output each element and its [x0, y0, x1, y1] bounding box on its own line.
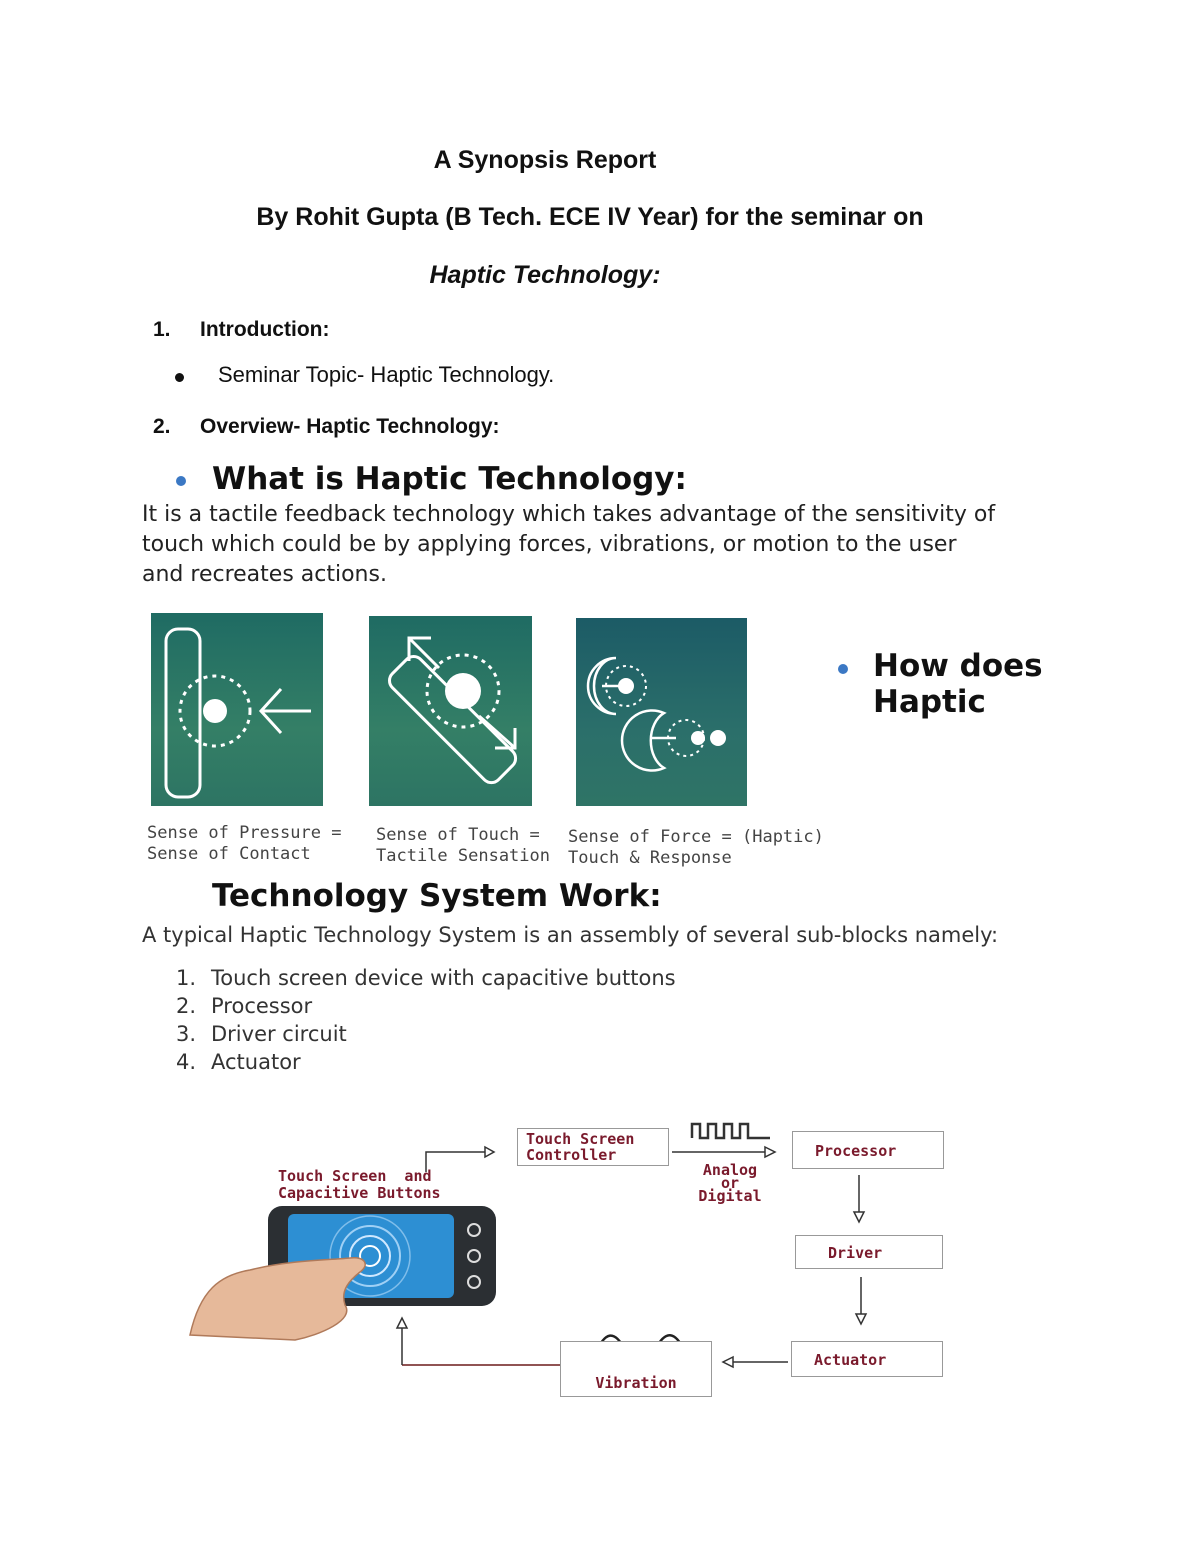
text-line: touch which could be by applying forces, vibrations, or motion to the user — [142, 532, 957, 557]
list-item: 2. Processor — [176, 994, 313, 1018]
how-does-heading: How does Haptic — [873, 648, 1043, 720]
bullet-dot — [175, 373, 184, 382]
section-1-number: 1. — [153, 318, 171, 341]
vibration-box: Vibration — [560, 1341, 712, 1397]
touch-icon — [369, 616, 532, 806]
caption-pressure: Sense of Pressure = Sense of Contact — [147, 823, 342, 864]
text-line: and recreates actions. — [142, 562, 387, 587]
force-illustration — [576, 618, 747, 806]
section-1-heading: Introduction: — [200, 318, 330, 341]
section-2-number: 2. — [153, 415, 171, 438]
what-is-heading: What is Haptic Technology: — [212, 461, 687, 497]
pressure-illustration — [151, 613, 323, 806]
system-intro: A typical Haptic Technology System is an assembly of several sub-blocks namely: — [142, 923, 999, 947]
report-title: A Synopsis Report — [433, 146, 657, 174]
processor-box: Processor — [792, 1131, 944, 1169]
section-1-bullet: Seminar Topic- Haptic Technology. — [218, 362, 555, 387]
caption-touch: Sense of Touch = Tactile Sensation — [376, 825, 550, 866]
touch-screen-label: Touch Screen and Capacitive Buttons — [278, 1167, 441, 1202]
force-icon — [576, 618, 747, 806]
touch-illustration — [369, 616, 532, 806]
list-item: 1. Touch screen device with capacitive buttons — [176, 966, 676, 990]
how-does-heading-cont: Technology System Work: — [212, 878, 662, 914]
list-item: 4. Actuator — [176, 1050, 301, 1074]
driver-box: Driver — [795, 1235, 943, 1269]
bullet-blue-dot — [838, 664, 848, 674]
caption-force: Sense of Force = (Haptic) Touch & Response — [568, 827, 824, 868]
report-topic: Haptic Technology: — [429, 261, 661, 289]
text-line: It is a tactile feedback technology which takes advantage of the sensitivity of — [142, 502, 996, 527]
signal-label: Analog or Digital — [698, 1161, 762, 1205]
pressure-icon — [151, 613, 323, 806]
actuator-box: Actuator — [791, 1341, 943, 1377]
what-is-text — [142, 500, 1082, 590]
touch-screen-controller-box: Touch Screen Controller — [517, 1128, 669, 1166]
subblock-list — [176, 964, 676, 1076]
section-2-heading: Overview- Haptic Technology: — [200, 415, 500, 438]
bullet-blue-dot — [176, 476, 186, 486]
haptic-system-diagram — [180, 1110, 980, 1410]
list-item: 3. Driver circuit — [176, 1022, 347, 1046]
report-byline: By Rohit Gupta (B Tech. ECE IV Year) for the seminar on — [256, 203, 924, 231]
